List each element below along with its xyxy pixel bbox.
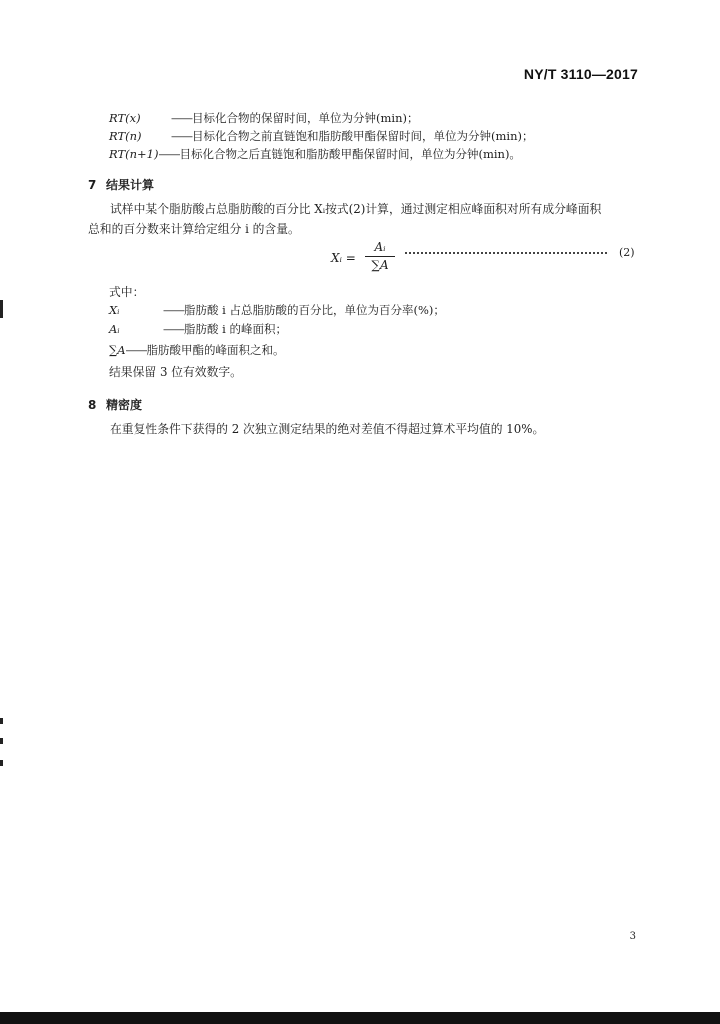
equation-number: (2) xyxy=(619,246,635,259)
definition-sum-a xyxy=(109,342,285,358)
section-7-heading xyxy=(88,176,154,193)
definition-dash: —— xyxy=(163,322,184,336)
scan-mark xyxy=(0,738,3,744)
scan-mark xyxy=(0,760,3,766)
formula-2 xyxy=(331,240,641,280)
definition-rt-x xyxy=(109,110,418,126)
definition-dash: —— xyxy=(125,343,147,357)
section-8-paragraph: 在重复性条件下获得的 2 次独立测定结果的绝对差值不得超过算术平均值的 10%。 xyxy=(110,422,545,436)
scan-bottom-edge xyxy=(0,1012,720,1024)
definition-text: 目标化合物的保留时间，单位为分钟(min)； xyxy=(192,111,419,125)
scan-mark xyxy=(0,300,3,318)
scan-mark xyxy=(0,718,3,724)
fraction-bar xyxy=(365,256,395,257)
definition-symbol: ∑A xyxy=(109,343,126,357)
definition-symbol: Xᵢ xyxy=(109,303,120,317)
leader-dots xyxy=(405,248,607,254)
page-number: 3 xyxy=(629,931,636,942)
definition-xi xyxy=(109,302,445,318)
definition-text: 脂肪酸 i 的峰面积； xyxy=(184,322,287,336)
section-7-paragraph-line-2: 总和的百分数来计算给定组分 i 的含量。 xyxy=(88,222,300,236)
definition-rt-n-plus-1 xyxy=(109,146,521,162)
section-7-paragraph-line-1: 试样中某个脂肪酸占总脂肪酸的百分比 Xᵢ按式(2)计算，通过测定相应峰面积对所有成分峰面积 xyxy=(110,202,602,216)
definition-symbol: RT(n+1) xyxy=(109,147,159,161)
definition-ai xyxy=(109,321,287,337)
definition-rt-n xyxy=(109,128,533,144)
definition-dash: —— xyxy=(163,303,184,317)
definition-symbol: RT(n) xyxy=(109,129,142,143)
definition-text: 脂肪酸 i 占总脂肪酸的百分比，单位为百分率(%)； xyxy=(184,303,445,317)
definition-dash: —— xyxy=(171,129,192,143)
section-title: 结果计算 xyxy=(106,178,155,192)
standard-code: NY/T 3110—2017 xyxy=(523,66,638,82)
result-note: 结果保留 3 位有效数字。 xyxy=(109,365,242,379)
formula-lhs: Xᵢ = xyxy=(331,251,356,265)
section-number: 8 xyxy=(88,398,97,412)
formula-numerator: Aᵢ xyxy=(374,240,386,254)
definition-dash: —— xyxy=(171,111,192,125)
section-title: 精密度 xyxy=(106,398,143,412)
definition-text: 目标化合物之后直链饱和脂肪酸甲酯保留时间，单位为分钟(min)。 xyxy=(179,147,521,161)
definition-dash: —— xyxy=(158,147,180,161)
where-label: 式中： xyxy=(109,285,145,299)
section-8-heading xyxy=(88,396,142,413)
definition-text: 目标化合物之前直链饱和脂肪酸甲酯保留时间，单位为分钟(min)； xyxy=(192,129,534,143)
section-number: 7 xyxy=(88,178,97,192)
formula-denominator: ∑A xyxy=(371,258,389,272)
definition-text: 脂肪酸甲酯的峰面积之和。 xyxy=(146,343,285,357)
formula-fraction xyxy=(365,240,395,273)
definition-symbol: RT(x) xyxy=(109,111,141,125)
definition-symbol: Aᵢ xyxy=(109,322,120,336)
